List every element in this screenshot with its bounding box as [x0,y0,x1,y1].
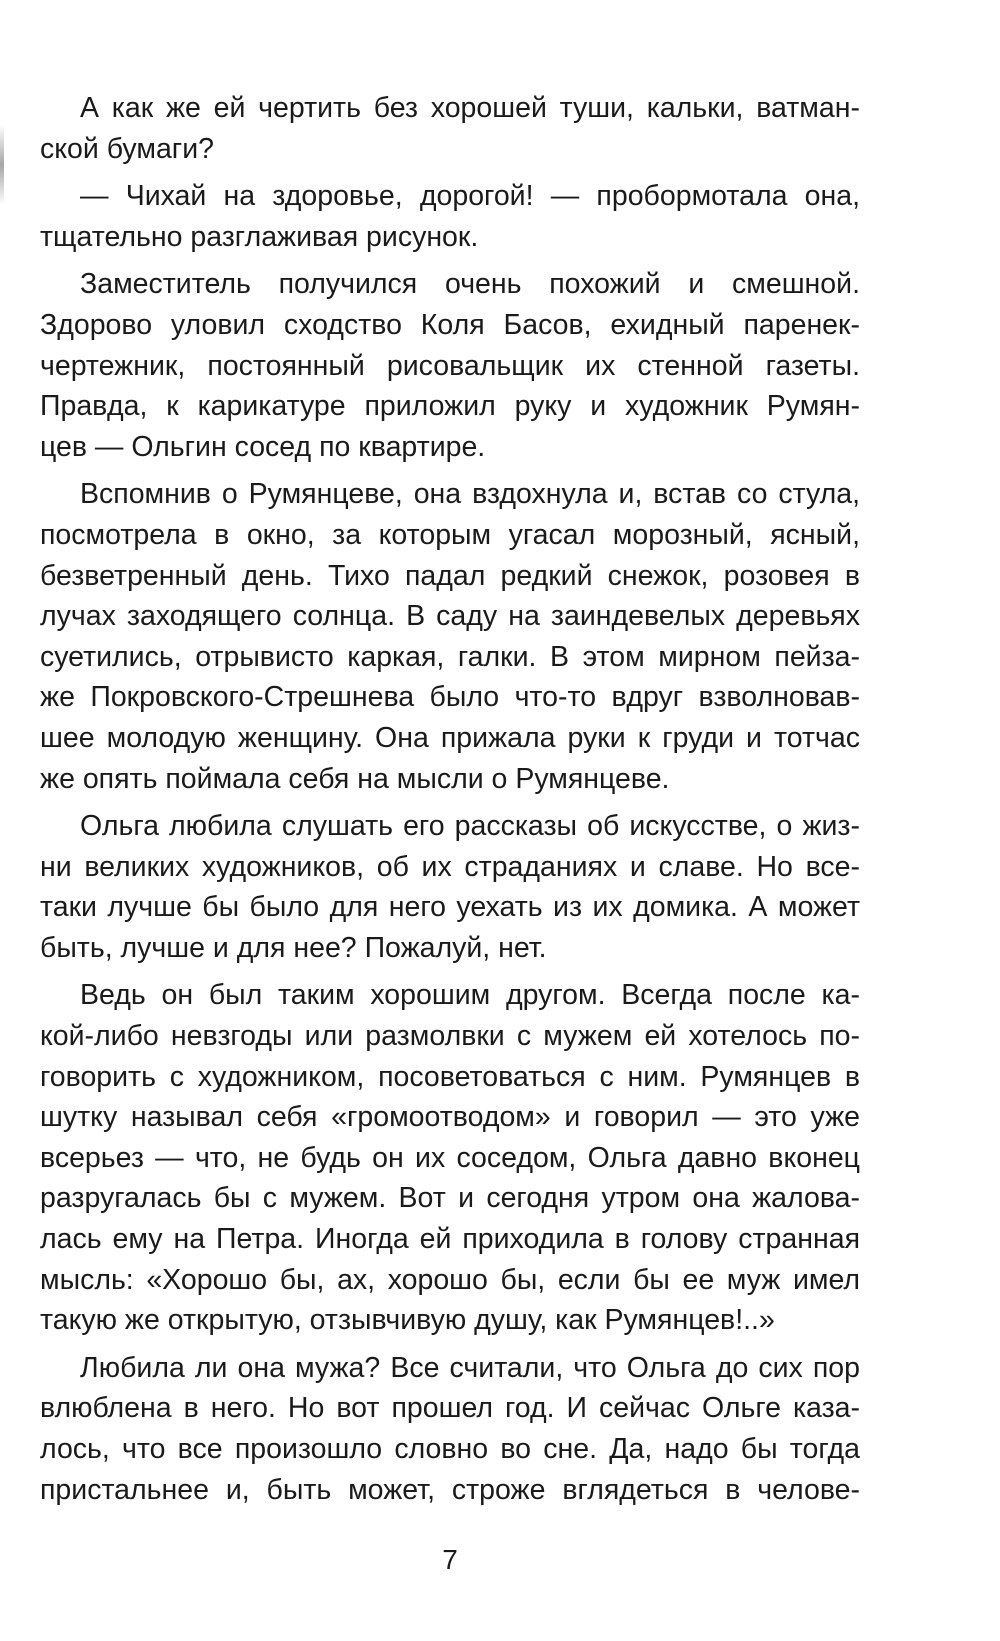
text-line: шутку называл себя «громоотводом» и говорил — это уже [40,1101,860,1134]
text-line: влюблена в него. Но вот прошел год. И сейчас Ольге каза- [40,1392,860,1425]
text-line: таки лучше бы было для него уехать из их домика. А может [40,891,860,924]
text-line: Правда, к карикатуре приложил руку и художник Румян- [40,390,860,423]
text-line: Ольга любила слушать его рассказы об искусстве, о жиз- [80,810,860,843]
text-line: всерьез — что, не будь он их соседом, Ольга давно вконец [40,1141,860,1174]
text-line: Вспомнив о Румянцеве, она вздохнула и, встав со стула, [80,478,860,511]
paragraph [40,1348,860,1510]
text-line: шее молодую женщину. Она прижала руки к груди и тотчас [40,721,860,754]
text-line: разругалась бы с мужем. Вот и сегодня утром она жалова- [40,1182,860,1215]
text-line: чертежник, постоянный рисовальщик их стенной газеты. [40,349,860,382]
paragraph [40,474,860,799]
scan-edge-shadow [0,125,4,205]
page-number: 7 [442,1544,458,1575]
text-line: Здорово уловил сходство Коля Басов, ехидный паренек- [40,308,860,341]
text-line: суетились, отрывисто каркая, галки. В этом мирном пейза- [40,640,860,673]
text-line: говорить с художником, посоветоваться с ним. Румянцев в [40,1060,860,1093]
text-line: мысль: «Хорошо бы, ах, хорошо бы, если бы ее муж имел [40,1263,860,1296]
text-line: же опять поймала себя на мысли о Румянцеве. [40,762,670,795]
paragraph [40,88,860,169]
book-page-text [40,88,860,1517]
text-line: Любила ли она мужа? Все считали, что Ольга до сих пор [80,1351,860,1384]
text-line: же Покровского-Стрешнева было что-то вдруг взволновав- [40,681,860,714]
text-line: цев — Ольгин сосед по квартире. [40,430,486,463]
paragraph [40,806,860,968]
text-line: тщательно разглаживая рисунок. [40,220,479,253]
text-line: посмотрела в окно, за которым угасал морозный, ясный, [40,518,860,551]
text-line: ской бумаги? [40,132,214,165]
text-line: лась ему на Петра. Иногда ей приходила в голову странная [40,1223,860,1256]
text-line: Заместитель получился очень похожий и смешной. [80,268,860,301]
text-line: А как же ей чертить без хорошей туши, кальки, ватман- [80,92,860,124]
paragraph [40,264,860,467]
text-line: лучах заходящего солнца. В саду на заиндевелых деревьях [40,600,860,633]
text-line: — Чихай на здоровье, дорогой! — пробормотала она, [80,180,860,213]
text-line: кой-либо невзгоды или размолвки с мужем ей хотелось по- [40,1020,860,1053]
text-line: такую же открытую, отзывчивую душу, как Румянцев!..» [40,1304,775,1337]
text-line: лось, что все произошло словно во сне. Да, надо бы тогда [40,1433,860,1465]
text-line: безветренный день. Тихо падал редкий снежок, розовея в [40,559,860,592]
paragraph [40,176,860,257]
text-line: ни великих художников, об их страданиях и славе. Но все- [40,850,860,883]
text-line: Ведь он был таким хорошим другом. Всегда после ка- [80,979,860,1012]
paragraph [40,975,860,1340]
text-line: быть, лучше и для нее? Пожалуй, нет. [40,931,547,964]
text-line: пристальнее и, быть может, строже вглядеться в челове- [40,1473,860,1506]
